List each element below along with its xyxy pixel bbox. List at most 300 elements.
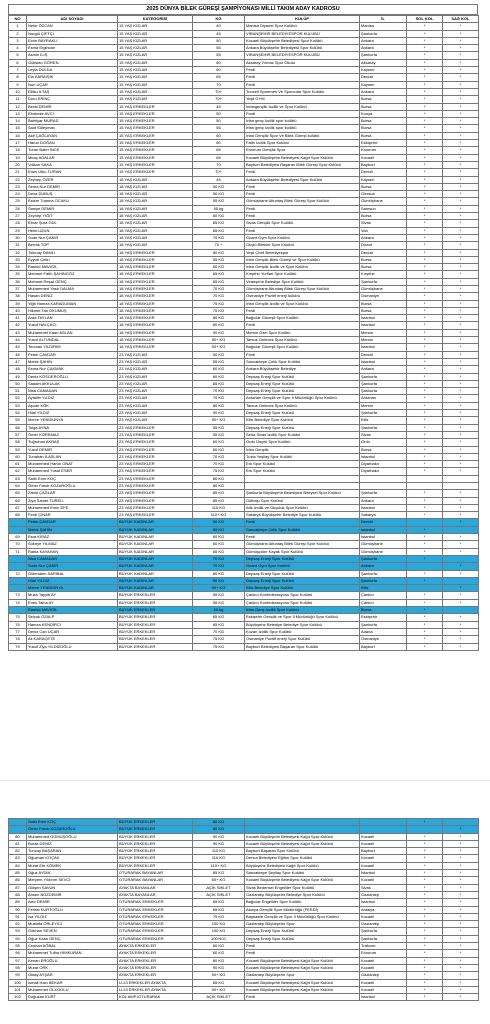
cell-left-arm: * xyxy=(407,103,443,110)
cell-weight: 80 KG xyxy=(193,475,245,482)
cell-club: Kocaeli Büyükşehir Belediyesi Kağıt Spor Kulübü xyxy=(245,964,360,971)
cell-category: 18 YAŞ KIZLAR xyxy=(118,183,193,190)
cell-right-arm: * xyxy=(443,366,479,373)
table-row xyxy=(9,213,479,220)
cell-weight: 85 KG xyxy=(193,497,245,504)
cell-right-arm: * xyxy=(443,337,479,344)
cell-weight: 65 KG xyxy=(193,548,245,555)
cell-category: 15 YAŞ ERKEKLER xyxy=(118,125,193,132)
cell-weight: 70 KG xyxy=(193,285,245,292)
cell-right-arm: * xyxy=(443,213,479,220)
cell-no: 84 xyxy=(9,862,27,869)
table-row xyxy=(9,943,479,950)
cell-category: 18 YAŞ ERKEKLER xyxy=(118,264,193,271)
cell-province: Kocaeli xyxy=(360,862,407,869)
col-header-province: İL xyxy=(360,16,407,23)
cell-category: 18 YAŞ ERKEKLER xyxy=(118,315,193,322)
cell-category: 23 YAŞ KIZLAR xyxy=(118,417,193,424)
cell-club: Fatih İzcilik Spor Kulübü xyxy=(245,140,360,147)
cell-weight: 110+ KG xyxy=(193,512,245,519)
cell-right-arm: * xyxy=(443,592,479,599)
cell-left-arm: * xyxy=(407,899,443,906)
cell-province: Bursa xyxy=(360,96,407,103)
cell-left-arm: * xyxy=(407,957,443,964)
cell-weight: 90 KG xyxy=(193,410,245,417)
cell-province: Samsun xyxy=(360,205,407,212)
cell-name: Sude Nur ÇAKIR xyxy=(27,234,118,241)
cell-left-arm: * xyxy=(407,877,443,884)
cell-name: Mustafa ÖRLEYİCİ xyxy=(27,921,118,928)
cell-weight: 70 xyxy=(193,81,245,88)
cell-club: Ferdi xyxy=(245,205,360,212)
cell-right-arm: * xyxy=(443,161,479,168)
cell-no: 102 xyxy=(9,994,27,1001)
cell-no: 20 xyxy=(9,161,27,168)
cell-no: 8 xyxy=(9,74,27,81)
cell-right-arm: * xyxy=(443,862,479,869)
cell-province: Konya xyxy=(360,110,407,117)
cell-name: Esra KİRAZ xyxy=(27,534,118,541)
cell-no: 15 xyxy=(9,125,27,132)
cell-no: 57 xyxy=(9,431,27,438)
cell-category: BÜYÜK ERKEKLER xyxy=(118,599,193,606)
cell-club: Aksaray Yılmaz Spor Okulu xyxy=(245,59,360,66)
cell-right-arm: * xyxy=(443,220,479,227)
cell-left-arm: * xyxy=(407,388,443,395)
cell-name: Rashid MAVIGIL xyxy=(27,264,118,271)
cell-name: Zeynep ÖZER xyxy=(27,176,118,183)
cell-name: Muhammed Yusuf ESER xyxy=(27,468,118,475)
cell-left-arm: * xyxy=(407,548,443,555)
cell-weight: 75 KG xyxy=(193,643,245,650)
cell-club: Kozan İzcilik Spor Kulübü xyxy=(245,628,360,635)
cell-category: OTURARAK ERKEKLER xyxy=(118,899,193,906)
cell-club: İnfangençlik İscilik ve Spor Kulübü xyxy=(245,103,360,110)
cell-right-arm: * xyxy=(443,264,479,271)
cell-category: BÜYÜK KADINLAR xyxy=(118,585,193,592)
cell-left-arm xyxy=(407,585,443,592)
cell-category: 18 YAŞ ERKEKLER xyxy=(118,249,193,256)
cell-right-arm: * xyxy=(443,972,479,979)
cell-province: Ardahan xyxy=(360,395,407,402)
cell-club: Alanya Gençlik Spor Müdürlüğü (FERDİ) xyxy=(245,906,360,913)
table-row xyxy=(9,110,479,117)
cell-province: Ordu xyxy=(360,439,407,446)
cell-left-arm: * xyxy=(407,541,443,548)
cell-weight: 60 KG xyxy=(193,366,245,373)
table-row xyxy=(9,957,479,964)
cell-name: Kenan EROĞLU xyxy=(27,957,118,964)
cell-category: 15 YAŞ KIZLAR xyxy=(118,23,193,30)
cell-no: 48 xyxy=(9,366,27,373)
cell-no xyxy=(9,819,27,826)
cell-name: Salih Emir KOÇ xyxy=(27,475,118,482)
cell-no: 55 xyxy=(9,417,27,424)
cell-club: Depsaş Enerji Spor Kulübü xyxy=(245,928,360,935)
cell-left-arm: * xyxy=(407,271,443,278)
cell-weight: 55 kg xyxy=(193,205,245,212)
cell-category: OTURARAK ERKEKLER xyxy=(118,935,193,942)
table-row xyxy=(9,410,479,417)
cell-weight: 100 KG xyxy=(193,921,245,928)
cell-province: Trabzon xyxy=(360,943,407,950)
table-row xyxy=(9,329,479,336)
cell-weight: 70 KG xyxy=(193,234,245,241)
cell-category: 23 YAŞ KIZLAR xyxy=(118,410,193,417)
cell-left-arm: * xyxy=(407,468,443,475)
cell-province xyxy=(360,826,407,833)
cell-name: Ela KARAIŞIK xyxy=(27,74,118,81)
cell-left-arm: * xyxy=(407,504,443,511)
cell-name: Nuri UÇAR xyxy=(27,81,118,88)
cell-weight: 50 KG xyxy=(193,191,245,198)
cell-name: Yusuf Ziya YILDIZOĞLU xyxy=(27,643,118,650)
cell-category: 23 YAŞ ERKEKLER xyxy=(118,512,193,519)
cell-weight: 75 KG xyxy=(193,468,245,475)
cell-province: İstanbul xyxy=(360,358,407,365)
cell-right-arm: * xyxy=(443,512,479,519)
cell-left-arm: * xyxy=(407,373,443,380)
cell-name: Murat Efe KÖMEK xyxy=(27,862,118,869)
cell-category: 23 YAŞ ERKEKLER xyxy=(118,490,193,497)
cell-name: Ali KARAÇETE xyxy=(27,636,118,643)
cell-category: 23 YAŞ KIZLAR xyxy=(118,373,193,380)
cell-category: 18 YAŞ ERKEKLER xyxy=(118,271,193,278)
cell-name: Leyla DULDA xyxy=(27,67,118,74)
cell-province: Şanlıurfa xyxy=(360,577,407,584)
cell-club: Gümüşçüler Kayak Spor Kulübü xyxy=(245,548,360,555)
cell-no: 61 xyxy=(9,461,27,468)
cell-club: Seha Sivas İzcilik Spor Kulübü xyxy=(245,431,360,438)
cell-name: Duru ERİNÇ xyxy=(27,96,118,103)
table-row xyxy=(9,497,479,504)
cell-right-arm: * xyxy=(443,884,479,891)
cell-category: BÜYÜK ERKEKLER xyxy=(118,628,193,635)
cell-category: 15 YAŞ ERKEKLER xyxy=(118,140,193,147)
cell-province: Şanlıurfa xyxy=(360,490,407,497)
cell-province: Kocaeli xyxy=(360,964,407,971)
cell-province: Bursa xyxy=(360,446,407,453)
cell-right-arm: * xyxy=(443,271,479,278)
cell-right-arm: * xyxy=(443,234,479,241)
cell-province: Ankara xyxy=(360,234,407,241)
cell-no: 78 xyxy=(9,636,27,643)
cell-left-arm: * xyxy=(407,30,443,37)
cell-right-arm: * xyxy=(443,585,479,592)
cell-no: 71 xyxy=(9,548,27,555)
cell-no: 37 xyxy=(9,285,27,292)
roster-table-page-2 xyxy=(8,818,479,1001)
cell-weight: 50 KG xyxy=(193,249,245,256)
cell-club: Büyükşehir Belediye Belediye Spor Kulübü xyxy=(245,621,360,628)
table-row xyxy=(9,819,479,826)
table-row xyxy=(9,519,479,526)
cell-province: Bayburt xyxy=(360,161,407,168)
cell-category: 23 YAŞ ERKEKLER xyxy=(118,475,193,482)
table-row xyxy=(9,366,479,373)
table-row xyxy=(9,614,479,621)
cell-right-arm: * xyxy=(443,249,479,256)
cell-weight: 60 xyxy=(193,59,245,66)
cell-right-arm: * xyxy=(443,826,479,833)
cell-left-arm: * xyxy=(407,614,443,621)
cell-no: 97 xyxy=(9,957,27,964)
cell-no: 67 xyxy=(9,504,27,511)
cell-left-arm: * xyxy=(407,205,443,212)
cell-left-arm xyxy=(407,475,443,482)
cell-name: Zeynep YİĞİT xyxy=(27,213,118,220)
cell-province: İstanbul xyxy=(360,453,407,460)
cell-name: Teoman YILDIRIM xyxy=(27,344,118,351)
cell-right-arm: * xyxy=(443,431,479,438)
cell-right-arm: * xyxy=(443,986,479,993)
cell-weight: 50 xyxy=(193,37,245,44)
cell-club: Guard Gym Spor Kulübü xyxy=(245,563,360,570)
cell-category: BÜYÜK KADINLAR xyxy=(118,570,193,577)
cell-category: BÜYÜK ERKEKLER xyxy=(118,643,193,650)
cell-province: Ankara xyxy=(360,37,407,44)
cell-province: Şanlıurfa xyxy=(360,52,407,59)
table-row xyxy=(9,855,479,862)
cell-province: Ankara xyxy=(360,497,407,504)
cell-weight: 70 KG xyxy=(193,628,245,635)
cell-no: 35 xyxy=(9,271,27,278)
cell-no: 29 xyxy=(9,227,27,234)
table-row xyxy=(9,972,479,979)
cell-name: Tunahan İLASLAN xyxy=(27,453,118,460)
cell-no: 93 xyxy=(9,928,27,935)
cell-right-arm: * xyxy=(443,147,479,154)
cell-right-arm: * xyxy=(443,453,479,460)
cell-weight: 80 KG xyxy=(193,570,245,577)
cell-name: Turan Batın İNCE xyxy=(27,147,118,154)
cell-name: Merve YENİDÜNYA xyxy=(27,585,118,592)
cell-province: İstanbul xyxy=(360,870,407,877)
cell-weight: 60 KG xyxy=(193,439,245,446)
cell-weight: 70+ xyxy=(193,169,245,176)
table-row xyxy=(9,870,479,877)
table-row xyxy=(9,161,479,168)
cell-right-arm: * xyxy=(443,446,479,453)
cell-name: Sükriye YILMAZ xyxy=(27,541,118,548)
cell-right-arm: * xyxy=(443,417,479,424)
cell-left-arm: * xyxy=(407,154,443,161)
cell-left-arm: * xyxy=(407,358,443,365)
cell-club: Bağcılar Engelliler Spor Kulübü xyxy=(245,899,360,906)
cell-left-arm: * xyxy=(407,643,443,650)
table-row xyxy=(9,504,479,511)
cell-province: Ankara xyxy=(360,45,407,52)
table-row xyxy=(9,300,479,307)
cell-right-arm: * xyxy=(443,636,479,643)
cell-club: Bağcılar Güneşli Spor Kulübü xyxy=(245,315,360,322)
cell-category: 23 YAŞ ERKEKLER xyxy=(118,446,193,453)
cell-category: 23 YAŞ ERKEKLER xyxy=(118,504,193,511)
cell-weight: 65 KG xyxy=(193,614,245,621)
cell-name: Deniz KÖSGEROĞLU xyxy=(27,373,118,380)
cell-club: Kocaeli Büyükşehir Belediyesi Kağıt Spor Kulübü xyxy=(245,833,360,840)
cell-weight: 55 KG xyxy=(193,424,245,431)
cell-no: 64 xyxy=(9,483,27,490)
cell-category: 18 YAŞ KIZLAR xyxy=(118,220,193,227)
cell-right-arm: * xyxy=(443,628,479,635)
cell-left-arm: * xyxy=(407,555,443,562)
cell-left-arm: * xyxy=(407,183,443,190)
cell-weight: AÇIK SIKLET xyxy=(193,994,245,1001)
cell-weight: 60 xyxy=(193,132,245,139)
table-row xyxy=(9,994,479,1001)
cell-weight: 80 KG xyxy=(193,826,245,833)
cell-no xyxy=(9,585,27,592)
cell-left-arm: * xyxy=(407,577,443,584)
table-row xyxy=(9,826,479,833)
cell-category: 18 YAŞ KIZLAR xyxy=(118,205,193,212)
cell-club: İrfan Gençlik xyxy=(245,446,360,453)
cell-right-arm: * xyxy=(443,950,479,957)
cell-name: Tuncay BAŞARAN xyxy=(27,848,118,855)
cell-province: İstanbul xyxy=(360,534,407,541)
cell-province: Çankırı xyxy=(360,599,407,606)
cell-left-arm: * xyxy=(407,74,443,81)
cell-province: Kocaeli xyxy=(360,833,407,840)
table-row xyxy=(9,986,479,993)
cell-weight: 70+ xyxy=(193,88,245,95)
cell-province: Gümüşhane xyxy=(360,198,407,205)
cell-weight: 45 xyxy=(193,103,245,110)
cell-category: 15 YAŞ ERKEKLER xyxy=(118,169,193,176)
cell-weight: 70 KG xyxy=(193,461,245,468)
cell-province: Kocaeli xyxy=(360,957,407,964)
cell-right-arm: * xyxy=(443,30,479,37)
cell-weight: 110 KG xyxy=(193,848,245,855)
table-row xyxy=(9,512,479,519)
cell-left-arm: * xyxy=(407,344,443,351)
cell-no: 4 xyxy=(9,45,27,52)
table-row xyxy=(9,534,479,541)
table-row xyxy=(9,373,479,380)
cell-left-arm: * xyxy=(407,862,443,869)
cell-category: U-23 ERKEKLER AYAKTA xyxy=(118,986,193,993)
cell-right-arm: * xyxy=(443,205,479,212)
cell-right-arm: * xyxy=(443,935,479,942)
cell-name: Hamza KENDİRCİ xyxy=(27,621,118,628)
cell-right-arm: * xyxy=(443,461,479,468)
cell-name: Rashid MAVIGIL xyxy=(27,607,118,614)
cell-club: Ankara Büyükşehir Belediye xyxy=(245,366,360,373)
cell-weight: 70 KG xyxy=(193,395,245,402)
cell-province: Bursa xyxy=(360,256,407,263)
table-row xyxy=(9,548,479,555)
cell-left-arm xyxy=(407,563,443,570)
col-header-club: KULÜP xyxy=(245,16,360,23)
cell-weight: 65 KG xyxy=(193,979,245,986)
cell-right-arm: * xyxy=(443,833,479,840)
cell-no: 38 xyxy=(9,293,27,300)
cell-category: OTURARAK ERKEKLER xyxy=(118,921,193,928)
cell-left-arm: * xyxy=(407,285,443,292)
cell-name: Ahsen BOZDEMİR xyxy=(27,891,118,898)
cell-left-arm: * xyxy=(407,424,443,431)
cell-left-arm xyxy=(407,519,443,526)
cell-left-arm: * xyxy=(407,891,443,898)
cell-no: 25 xyxy=(9,198,27,205)
cell-weight: 65 KG xyxy=(193,227,245,234)
cell-right-arm: * xyxy=(443,957,479,964)
cell-province: Şanlıurfa xyxy=(360,278,407,285)
table-row xyxy=(9,461,479,468)
cell-right-arm xyxy=(443,607,479,614)
cell-province: Bursa xyxy=(360,607,407,614)
table-row xyxy=(9,125,479,132)
cell-right-arm: * xyxy=(443,373,479,380)
cell-category: 23 YAŞ ERKEKLER xyxy=(118,461,193,468)
cell-weight: 90 KG xyxy=(193,840,245,847)
cell-no: 77 xyxy=(9,628,27,635)
table-row xyxy=(9,979,479,986)
cell-weight: 65 KG xyxy=(193,899,245,906)
table-row xyxy=(9,599,479,606)
cell-club: Ferdi xyxy=(245,227,360,234)
cell-name: Enes Utku TURAN xyxy=(27,169,118,176)
cell-category: OTURARAK ERKEKLER xyxy=(118,928,193,935)
cell-left-arm: * xyxy=(407,512,443,519)
cell-right-arm: * xyxy=(443,468,479,475)
cell-club: Depsaş Enerji Spor Kulübü xyxy=(245,373,360,380)
cell-club: Gaziantep Büyükşehir Spor xyxy=(245,972,360,979)
cell-category: BÜYÜK ERKEKLER xyxy=(118,855,193,862)
cell-name: Deniz Can UÇAR xyxy=(27,628,118,635)
cell-no: 19 xyxy=(9,154,27,161)
cell-left-arm: * xyxy=(407,140,443,147)
cell-weight: 55 KG xyxy=(193,256,245,263)
cell-weight: 55 KG xyxy=(193,592,245,599)
cell-club: Depsaş Enerji Spor Kulübü xyxy=(245,570,360,577)
cell-province: İstanbul xyxy=(360,322,407,329)
cell-club: Tarsus Gelecek Spor Kulübü xyxy=(245,337,360,344)
cell-left-arm: * xyxy=(407,278,443,285)
cell-name: Melek ŞAHİN xyxy=(27,358,118,365)
cell-left-arm: * xyxy=(407,928,443,935)
cell-right-arm: * xyxy=(443,994,479,1001)
cell-category: 18 YAŞ ERKEKLER xyxy=(118,322,193,329)
cell-province: İstanbul xyxy=(360,994,407,1001)
cell-category: BÜYÜK KADINLAR xyxy=(118,534,193,541)
cell-no: 76 xyxy=(9,621,27,628)
cell-club: Ferdi xyxy=(245,322,360,329)
cell-category: 18 YAŞ ERKEKLER xyxy=(118,300,193,307)
cell-left-arm: * xyxy=(407,132,443,139)
cell-category: BÜYÜK ERKEKLER xyxy=(118,614,193,621)
cell-right-arm: * xyxy=(443,614,479,621)
cell-name: Nisa CAMADAN xyxy=(27,388,118,395)
cell-name: Esma Nur ÇAKMAK xyxy=(27,366,118,373)
cell-club: Depsaş Enerji Spor Kulübü xyxy=(245,388,360,395)
cell-club: Çankırı Konfederasyonu Spor Kulübü xyxy=(245,592,360,599)
cell-weight: 65 KG xyxy=(193,906,245,913)
cell-weight: 60 KG xyxy=(193,213,245,220)
cell-club: Kocaeli Büyükşehir Belediyesi Kağıt Spor Kulübü xyxy=(245,957,360,964)
cell-name: Tolunay DAMLI xyxy=(27,249,118,256)
cell-club: Ferdi xyxy=(245,110,360,117)
cell-category: BÜYÜK ERKEKLER xyxy=(118,819,193,826)
cell-province: Bursa xyxy=(360,103,407,110)
cell-category: U-23 ERKEKLER AYAKTA xyxy=(118,979,193,986)
cell-no: 51 xyxy=(9,388,27,395)
table-row xyxy=(9,964,479,971)
cell-province: Kilis xyxy=(360,417,407,424)
cell-club: Ferdi xyxy=(245,307,360,314)
cell-right-arm: * xyxy=(443,541,479,548)
